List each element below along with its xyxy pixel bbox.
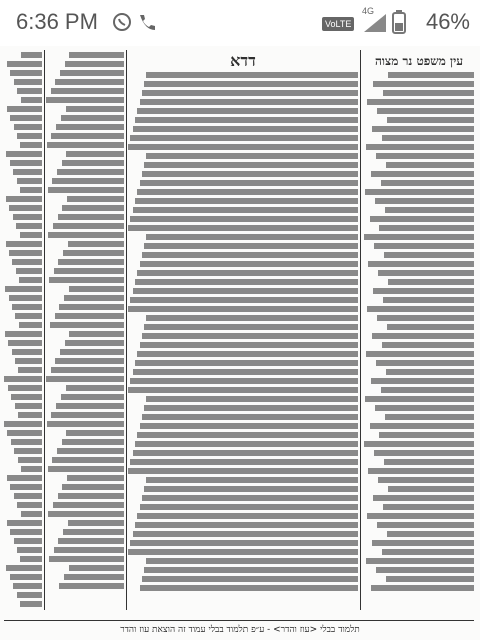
text-line (382, 549, 474, 555)
text-line (128, 387, 358, 393)
text-line (144, 405, 358, 411)
text-line (50, 322, 124, 328)
text-line (21, 511, 42, 517)
text-line (6, 151, 42, 157)
page-header-side: עין משפט נר מצוה (374, 54, 464, 68)
text-line (64, 574, 124, 580)
text-line (135, 360, 358, 366)
text-line (68, 241, 124, 247)
text-line (144, 486, 358, 492)
text-line (142, 171, 358, 177)
text-line (20, 187, 42, 193)
footer-rule (4, 620, 474, 621)
text-line (13, 214, 42, 220)
text-line (66, 385, 125, 391)
text-line (47, 421, 124, 427)
text-line (57, 448, 124, 454)
text-line (17, 133, 42, 139)
text-line (128, 225, 358, 231)
text-line (16, 268, 42, 274)
text-line (11, 439, 42, 445)
text-line (10, 529, 42, 535)
page-footer: תלמוד בבלי <עוז והדר> - ע״פ תלמוד בבלי עמוד זה הוצאת עוז והדר (120, 625, 360, 635)
text-line (18, 457, 42, 463)
text-line (133, 207, 358, 213)
text-line (54, 268, 124, 274)
text-line (130, 540, 358, 546)
text-line (146, 558, 358, 564)
text-line (51, 412, 124, 418)
text-line (66, 106, 125, 112)
text-line (378, 270, 474, 276)
text-line (364, 441, 474, 447)
text-line (383, 90, 474, 96)
text-line (47, 142, 124, 148)
text-line (135, 279, 358, 285)
text-line (366, 558, 474, 564)
text-line (10, 70, 42, 76)
text-line (13, 169, 42, 175)
text-line (135, 117, 358, 123)
text-line (63, 529, 124, 535)
text-line (375, 198, 474, 204)
text-line (137, 108, 358, 114)
text-line (17, 592, 42, 598)
text-line (58, 214, 124, 220)
text-line (372, 333, 474, 339)
text-line (56, 403, 124, 409)
text-line (370, 423, 475, 429)
text-line (371, 171, 474, 177)
text-line (16, 223, 42, 229)
text-line (130, 135, 358, 141)
text-line (15, 403, 42, 409)
text-line (376, 567, 474, 573)
text-line (142, 333, 358, 339)
text-line (69, 331, 124, 337)
text-line (367, 306, 474, 312)
text-line (388, 72, 474, 78)
text-line (140, 261, 359, 267)
text-line (52, 457, 124, 463)
text-line (140, 423, 359, 429)
text-line (146, 234, 358, 240)
text-line (368, 468, 474, 474)
text-line (68, 520, 124, 526)
text-line (387, 324, 474, 330)
text-line (18, 412, 42, 418)
text-line (137, 432, 358, 438)
text-line (384, 252, 474, 258)
text-line (366, 144, 474, 150)
text-line (61, 394, 124, 400)
text-line (62, 160, 124, 166)
text-line (46, 97, 124, 103)
text-line (58, 259, 124, 265)
text-line (49, 277, 124, 283)
text-line (69, 52, 124, 58)
left-margin-column (4, 52, 42, 610)
text-line (146, 396, 358, 402)
text-line (19, 322, 42, 328)
text-line (10, 115, 42, 121)
text-line (377, 522, 474, 528)
volte-icon: VoLTE (322, 14, 354, 32)
text-line (11, 394, 42, 400)
text-line (17, 88, 42, 94)
text-line (7, 106, 42, 112)
text-line (373, 81, 474, 87)
text-line (142, 252, 358, 258)
text-line (65, 340, 124, 346)
text-line (366, 351, 474, 357)
text-line (17, 502, 42, 508)
text-line (140, 99, 359, 105)
column-divider (126, 50, 127, 610)
text-line (62, 205, 124, 211)
text-line (20, 142, 42, 148)
text-line (67, 475, 124, 481)
text-line (146, 477, 358, 483)
text-line (383, 504, 474, 510)
page-header-center: דדא (230, 51, 256, 70)
text-line (48, 511, 124, 517)
text-line (374, 243, 474, 249)
text-line (368, 261, 474, 267)
text-line (7, 61, 42, 67)
text-line (14, 448, 42, 454)
text-line (64, 295, 124, 301)
text-line (140, 342, 359, 348)
text-line (7, 520, 42, 526)
text-line (146, 72, 358, 78)
text-line (367, 99, 474, 105)
text-line (146, 315, 358, 321)
text-line (14, 79, 42, 85)
text-line (371, 585, 474, 591)
column-divider (360, 50, 361, 610)
whatsapp-icon (112, 12, 132, 37)
text-line (133, 288, 358, 294)
text-line (144, 324, 358, 330)
text-line (56, 124, 124, 130)
text-line (54, 547, 124, 553)
text-line (6, 241, 42, 247)
text-line (13, 583, 42, 589)
text-line (67, 196, 124, 202)
text-line (140, 585, 359, 591)
text-line (66, 430, 124, 436)
text-line (52, 178, 124, 184)
text-line (10, 574, 42, 580)
text-line (10, 160, 42, 166)
text-line (137, 189, 358, 195)
text-line (5, 331, 42, 337)
text-line (370, 216, 475, 222)
text-line (144, 243, 358, 249)
text-line (21, 466, 42, 472)
talmud-page-image[interactable] (0, 46, 480, 640)
text-line (61, 115, 124, 121)
text-line (384, 459, 474, 465)
text-line (386, 162, 474, 168)
text-line (376, 153, 474, 159)
text-line (364, 234, 474, 240)
text-line (130, 297, 358, 303)
text-line (9, 295, 42, 301)
text-line (146, 153, 358, 159)
text-line (137, 351, 358, 357)
text-line (142, 90, 358, 96)
text-line (386, 576, 474, 582)
text-line (375, 405, 474, 411)
text-line (69, 286, 124, 292)
text-line (65, 61, 124, 67)
text-line (382, 342, 474, 348)
text-line (133, 126, 358, 132)
status-bar: 6:36 PM VoLTE 4G 46% (0, 0, 480, 46)
central-column (128, 52, 358, 594)
text-line (55, 313, 124, 319)
text-line (4, 421, 42, 427)
text-line (133, 531, 358, 537)
text-line (388, 279, 474, 285)
text-line (135, 441, 358, 447)
text-line (9, 250, 42, 256)
text-line (144, 162, 358, 168)
text-line (8, 385, 42, 391)
text-line (137, 513, 358, 519)
text-line (387, 531, 474, 537)
text-line (21, 52, 42, 58)
text-line (12, 259, 42, 265)
text-line (17, 178, 42, 184)
text-line (142, 576, 358, 582)
text-line (14, 493, 42, 499)
text-line (60, 349, 124, 355)
text-line (63, 250, 124, 256)
battery-percentage: 46% (425, 9, 470, 34)
text-line (6, 565, 42, 571)
text-line (5, 286, 42, 292)
left-column (46, 52, 124, 592)
text-line (135, 522, 358, 528)
text-line (142, 495, 358, 501)
text-line (142, 414, 358, 420)
text-line (367, 513, 474, 519)
text-line (12, 349, 42, 355)
text-line (378, 477, 474, 483)
text-line (51, 88, 124, 94)
column-divider (44, 50, 45, 610)
text-line (69, 565, 124, 571)
text-line (128, 549, 358, 555)
text-line (376, 360, 474, 366)
text-line (140, 504, 359, 510)
status-time: 6:36 PM (16, 9, 98, 34)
text-line (20, 232, 42, 238)
text-line (58, 538, 124, 544)
text-line (14, 538, 43, 544)
text-line (130, 378, 358, 384)
text-line (140, 180, 359, 186)
text-line (371, 378, 474, 384)
right-outer-column (364, 52, 474, 594)
text-line (46, 376, 124, 382)
text-line (18, 367, 42, 373)
text-line (377, 108, 474, 114)
text-line (381, 180, 475, 186)
text-line (20, 556, 42, 562)
text-line (53, 502, 124, 508)
text-line (20, 601, 42, 607)
text-line (7, 430, 42, 436)
text-line (377, 315, 474, 321)
text-line (130, 216, 358, 222)
text-line (48, 232, 124, 238)
text-line (388, 486, 474, 492)
text-line (373, 288, 474, 294)
text-line (62, 439, 124, 445)
text-line (6, 196, 42, 202)
text-line (133, 369, 358, 375)
text-line (381, 387, 475, 393)
text-line (387, 117, 474, 123)
text-line (373, 495, 474, 501)
text-line (144, 567, 358, 573)
text-line (385, 207, 474, 213)
text-line (9, 205, 42, 211)
text-line (48, 466, 124, 472)
text-line (48, 187, 124, 193)
text-line (383, 297, 474, 303)
phone-call-icon (136, 12, 156, 37)
text-line (133, 450, 358, 456)
text-line (14, 124, 43, 130)
text-line (7, 475, 42, 481)
text-line (386, 369, 474, 375)
text-line (62, 484, 124, 490)
text-line (15, 358, 42, 364)
text-line (4, 376, 42, 382)
text-line (66, 151, 124, 157)
text-line (128, 468, 358, 474)
text-line (374, 450, 474, 456)
text-line (12, 304, 42, 310)
text-line (365, 189, 474, 195)
text-line (21, 97, 42, 103)
text-line (379, 225, 474, 231)
text-line (130, 459, 358, 465)
battery-icon (392, 10, 406, 39)
text-line (55, 358, 124, 364)
text-line (128, 144, 358, 150)
text-line (128, 306, 358, 312)
text-line (57, 169, 124, 175)
text-line (372, 540, 474, 546)
text-line (60, 70, 124, 76)
text-line (59, 304, 124, 310)
text-line (15, 313, 42, 319)
text-line (365, 396, 474, 402)
text-line (17, 547, 42, 553)
text-line (55, 79, 124, 85)
text-line (58, 493, 124, 499)
text-line (53, 223, 124, 229)
text-line (137, 270, 358, 276)
text-line (8, 340, 42, 346)
text-line (51, 133, 124, 139)
text-line (372, 126, 474, 132)
text-line (59, 583, 124, 589)
text-line (144, 81, 358, 87)
text-line (19, 277, 42, 283)
text-line (10, 484, 42, 490)
text-line (379, 432, 474, 438)
text-line (382, 135, 474, 141)
text-line (385, 414, 474, 420)
text-line (135, 198, 358, 204)
text-line (51, 367, 124, 373)
text-line (49, 556, 124, 562)
